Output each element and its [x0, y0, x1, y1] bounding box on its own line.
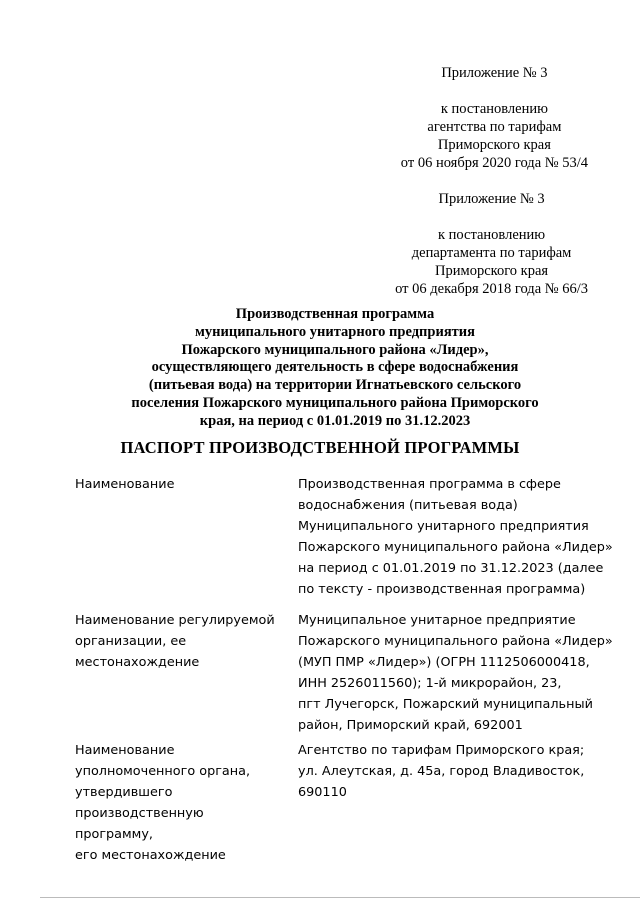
- row-label-line: Наименование: [75, 743, 175, 758]
- row-value-line: Агентство по тарифам Приморского края;: [298, 743, 585, 758]
- program-title-line: Пожарского муниципального района «Лидер»,: [181, 341, 489, 358]
- row-label-line: производственную программу,: [75, 806, 204, 842]
- row-label-line: местонахождение: [75, 655, 200, 670]
- row-label: [75, 610, 285, 673]
- program-title: [100, 306, 570, 431]
- appendix-line: департамента по тарифам: [411, 245, 572, 261]
- row-label-line: Наименование регулируемой: [75, 613, 275, 628]
- scan-edge-divider: [40, 897, 640, 898]
- row-value-line: 690110: [298, 785, 347, 800]
- row-value-line: по тексту - производственная программа): [298, 582, 586, 597]
- row-value-line: (МУП ПМР «Лидер») (ОГРН 1112506000418,: [298, 655, 590, 670]
- appendix-line: от 06 декабря 2018 года № 66/3: [395, 281, 588, 297]
- row-value-line: Пожарского муниципального района «Лидер»: [298, 634, 613, 649]
- row-label: [75, 474, 285, 495]
- row-label-line: его местонахождение: [75, 848, 226, 863]
- program-title-line: муниципального унитарного предприятия: [195, 323, 475, 340]
- appendix-title: Приложение № 3: [438, 191, 545, 207]
- row-value-line: Производственная программа в сфере: [298, 477, 561, 492]
- program-title-line: (питьевая вода) на территории Игнатьевского сельского: [148, 377, 522, 394]
- row-value-line: на период с 01.01.2019 по 31.12.2023 (далее: [298, 561, 604, 576]
- row-value-line: водоснабжения (питьевая вода): [298, 498, 518, 513]
- row-value-line: район, Приморский край, 692001: [298, 718, 523, 733]
- appendix-title: Приложение № 3: [441, 65, 548, 81]
- row-label-line: Наименование: [75, 477, 175, 492]
- row-value: [298, 474, 618, 600]
- appendix-line: к постановлению: [438, 227, 546, 243]
- row-value-line: Муниципальное унитарное предприятие: [298, 613, 576, 628]
- row-value-line: Пожарского муниципального района «Лидер»: [298, 540, 613, 555]
- program-title-line: поселения Пожарского муниципального района Приморского: [131, 394, 539, 411]
- appendix-line: к постановлению: [440, 101, 548, 117]
- row-label-line: организации, ее: [75, 634, 187, 649]
- appendix-block-original: [395, 190, 588, 298]
- passport-title: ПАСПОРТ ПРОИЗВОДСТВЕННОЙ ПРОГРАММЫ: [120, 438, 520, 457]
- row-label: [75, 740, 285, 866]
- row-value-line: ИНН 2526011560); 1-й микрорайон, 23,: [298, 676, 562, 691]
- row-value-line: пгт Лучегорск, Пожарский муниципальный: [298, 697, 593, 712]
- row-label-line: уполномоченного органа,: [75, 764, 251, 779]
- appendix-line: агентства по тарифам: [427, 119, 562, 135]
- row-label-line: утвердившего: [75, 785, 173, 800]
- program-title-line: края, на период с 01.01.2019 по 31.12.2023: [199, 412, 471, 429]
- program-title-line: осуществляющего деятельность в сфере водоснабжения: [151, 359, 519, 376]
- row-value: [298, 740, 618, 803]
- appendix-line: от 06 ноября 2020 года № 53/4: [400, 155, 588, 171]
- row-value-line: Муниципального унитарного предприятия: [298, 519, 589, 534]
- appendix-block-current: [401, 64, 588, 172]
- row-value-line: ул. Алеутская, д. 45а, город Владивосток,: [298, 764, 585, 779]
- appendix-line: Приморского края: [435, 263, 549, 279]
- program-title-line: Производственная программа: [235, 306, 435, 322]
- row-value: [298, 610, 618, 736]
- appendix-line: Приморского края: [437, 137, 551, 153]
